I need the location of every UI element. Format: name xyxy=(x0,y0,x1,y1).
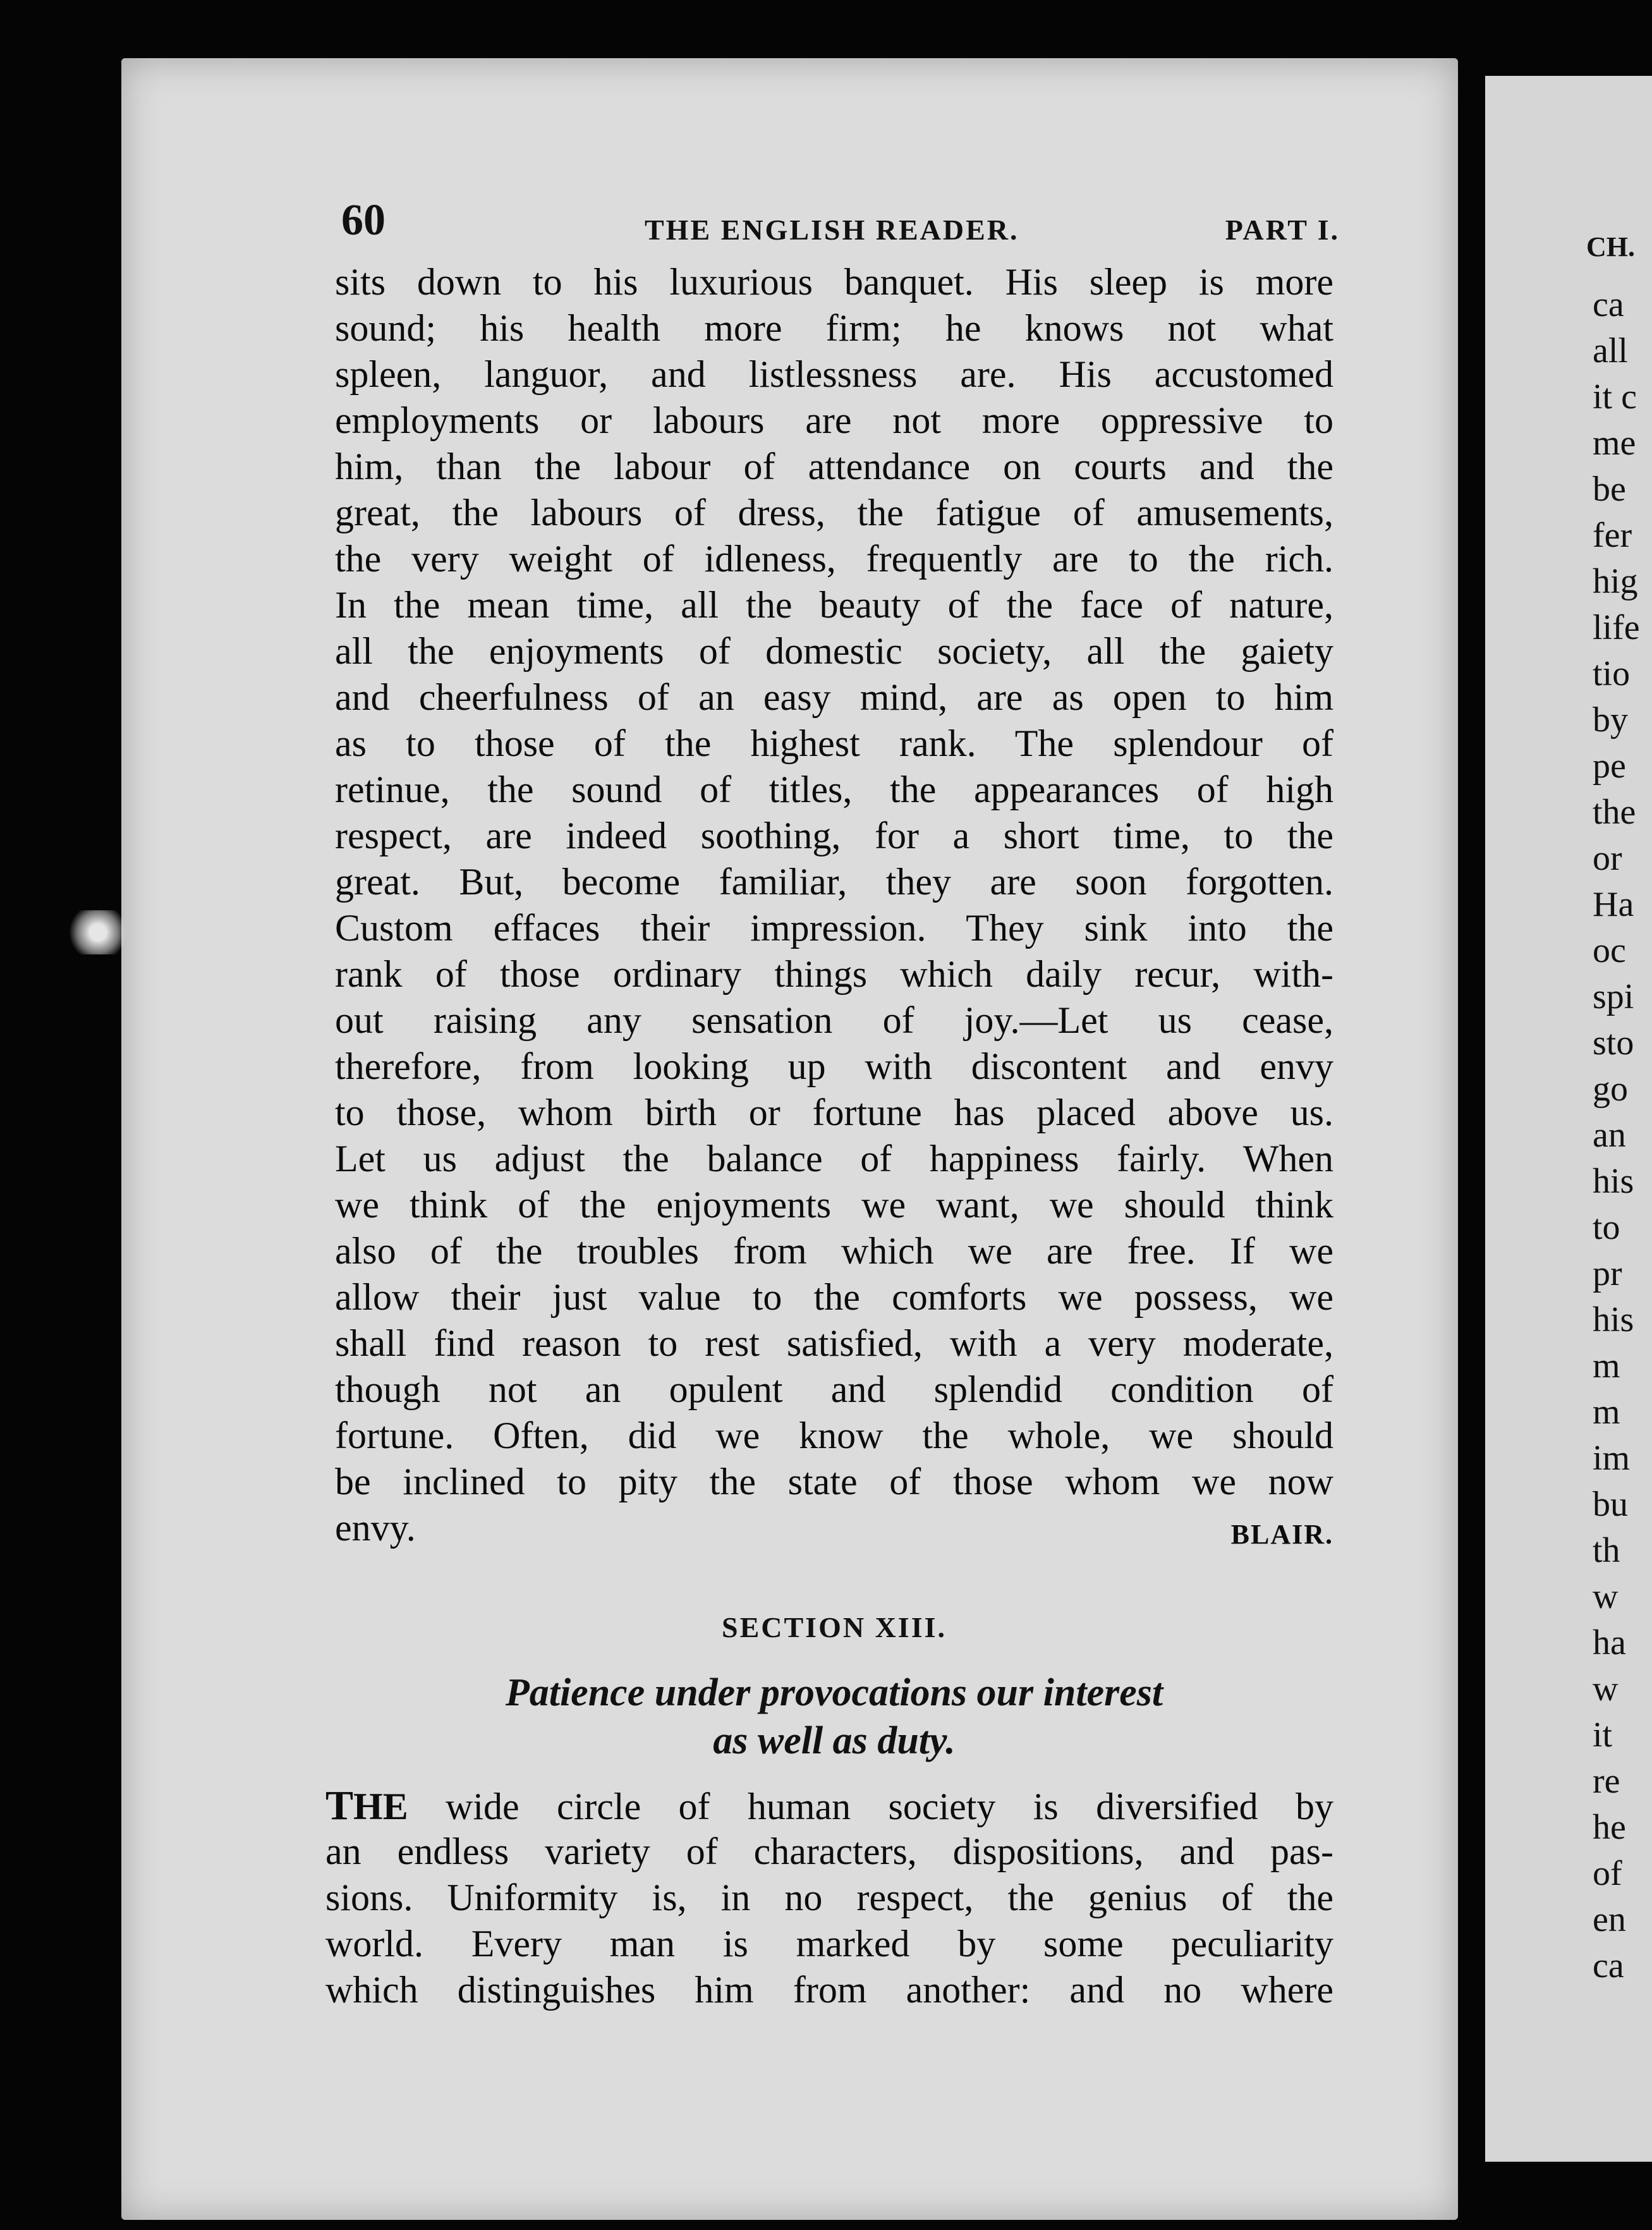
facing-page-fragment: ca xyxy=(1593,285,1624,324)
facing-page-fragment: ca xyxy=(1593,1946,1624,1985)
text-line: Custom effaces their impression. They sink into the xyxy=(335,907,1333,949)
text-line: sound; his health more firm; he knows not what xyxy=(335,307,1333,349)
text-line: to those, whom birth or fortune has placed above us. xyxy=(335,1092,1333,1133)
text-line: sits down to his luxurious banquet. His sleep is more xyxy=(335,261,1333,303)
drop-initial: T xyxy=(325,1782,354,1829)
first-line-text: wide circle of human society is diversified by xyxy=(408,1786,1333,1827)
running-title: THE ENGLISH READER. xyxy=(645,214,1019,246)
facing-page-edge xyxy=(1485,76,1652,2162)
initial-word-rest: HE xyxy=(353,1786,408,1827)
text-line: great, the labours of dress, the fatigue of amusements, xyxy=(335,492,1333,533)
part-label: PART I. xyxy=(1225,214,1340,246)
facing-page-fragment: th xyxy=(1593,1531,1620,1570)
facing-page-fragment: life xyxy=(1593,608,1640,647)
text-line: In the mean time, all the beauty of the face of nature, xyxy=(335,584,1333,626)
text-line: which distinguishes him from another: and no where xyxy=(325,1969,1333,2011)
facing-page-fragment: his xyxy=(1593,1162,1634,1201)
text-line: great. But, become familiar, they are soon forgotten. xyxy=(335,861,1333,903)
text-line: spleen, languor, and listlessness are. His accustomed xyxy=(335,353,1333,395)
text-line: all the enjoyments of domestic society, all the gaiety xyxy=(335,630,1333,672)
facing-page-fragment: by xyxy=(1593,700,1628,740)
text-line: out raising any sensation of joy.—Let us cease, xyxy=(335,999,1333,1041)
section-heading: SECTION XIII. xyxy=(722,1611,947,1643)
facing-page-fragment: w xyxy=(1593,1577,1619,1616)
facing-page-fragment: the xyxy=(1593,793,1636,832)
text-line: sions. Uniformity is, in no respect, the genius of the xyxy=(325,1877,1333,1918)
facing-page-fragment: spi xyxy=(1593,977,1634,1016)
text-line: as to those of the highest rank. The splendour of xyxy=(335,722,1333,764)
text-line: allow their just value to the comforts we possess, we xyxy=(335,1276,1333,1318)
facing-page-fragment: en xyxy=(1593,1900,1626,1939)
page-number: 60 xyxy=(341,196,386,245)
facing-page-fragment: hig xyxy=(1593,562,1638,601)
facing-page-fragment: im xyxy=(1593,1439,1631,1478)
facing-page-fragment: he xyxy=(1593,1808,1626,1847)
facing-page-fragment: his xyxy=(1593,1300,1634,1339)
text-line: Let us adjust the balance of happiness fairly. When xyxy=(335,1138,1333,1179)
section-title xyxy=(335,1669,1333,1765)
facing-page-fragment: ha xyxy=(1593,1623,1626,1662)
facing-page-fragment: or xyxy=(1593,839,1622,878)
facing-page-fragment: m xyxy=(1593,1392,1620,1432)
text-line: we think of the enjoyments we want, we should think xyxy=(335,1184,1333,1226)
text-line xyxy=(325,1782,1333,1829)
facing-page-fragment: m xyxy=(1593,1346,1620,1386)
facing-page-fragment: oc xyxy=(1593,931,1626,970)
facing-page-fragment: it xyxy=(1593,1715,1613,1755)
text-line: and cheerfulness of an easy mind, are as open to him xyxy=(335,676,1333,718)
facing-page-fragment: pr xyxy=(1593,1254,1622,1293)
facing-page-fragment: of xyxy=(1593,1854,1622,1893)
text-line: retinue, the sound of titles, the appearances of high xyxy=(335,769,1333,810)
facing-page-fragment: CH. xyxy=(1586,231,1635,262)
running-header xyxy=(341,196,1340,250)
facing-page-fragment: an xyxy=(1593,1116,1626,1155)
text-line: therefore, from looking up with discontent and envy xyxy=(335,1045,1333,1087)
text-line: also of the troubles from which we are free. If we xyxy=(335,1230,1333,1272)
facing-page-fragment: tio xyxy=(1593,654,1631,693)
facing-page-fragment: w xyxy=(1593,1669,1619,1709)
text-line: fortune. Often, did we know the whole, we should xyxy=(335,1415,1333,1456)
text-line: be inclined to pity the state of those whom we now xyxy=(335,1461,1333,1502)
author-signature: BLAIR. xyxy=(1230,1519,1333,1550)
text-line: rank of those ordinary things which daily recur, with- xyxy=(335,953,1333,995)
text-line: world. Every man is marked by some peculiarity xyxy=(325,1923,1333,1965)
closing-line xyxy=(335,1505,1333,1551)
text-line: an endless variety of characters, dispositions, and pas- xyxy=(325,1831,1333,1872)
text-line: employments or labours are not more oppressive to xyxy=(335,399,1333,441)
facing-page-fragment: re xyxy=(1593,1762,1620,1801)
facing-page-fragment: bu xyxy=(1593,1485,1628,1524)
facing-page-fragment: fer xyxy=(1593,516,1632,555)
facing-page-fragment: be xyxy=(1593,470,1626,509)
text-line: envy. xyxy=(335,1507,416,1549)
facing-page-fragment: Ha xyxy=(1593,885,1634,924)
text-line: the very weight of idleness, frequently are to the rich. xyxy=(335,538,1333,580)
section-title-line: as well as duty. xyxy=(713,1719,956,1762)
text-line: though not an opulent and splendid condition of xyxy=(335,1368,1333,1410)
facing-page-fragment: pe xyxy=(1593,746,1626,786)
section-text xyxy=(325,1782,1333,2013)
facing-page-fragment: it c xyxy=(1593,377,1637,417)
text-line: shall find reason to rest satisfied, with a very moderate, xyxy=(335,1322,1333,1364)
facing-page-fragment: sto xyxy=(1593,1023,1634,1063)
passage-text xyxy=(335,259,1333,1551)
facing-page-fragment: go xyxy=(1593,1069,1628,1109)
paper-blemish xyxy=(63,910,133,954)
facing-page-fragment: all xyxy=(1593,331,1628,370)
facing-page-fragment: me xyxy=(1593,423,1636,463)
section-title-line: Patience under provocations our interest xyxy=(505,1671,1163,1714)
text-line: him, than the labour of attendance on courts and the xyxy=(335,446,1333,487)
facing-page-fragment: to xyxy=(1593,1208,1620,1247)
text-line: respect, are indeed soothing, for a short time, to the xyxy=(335,815,1333,856)
